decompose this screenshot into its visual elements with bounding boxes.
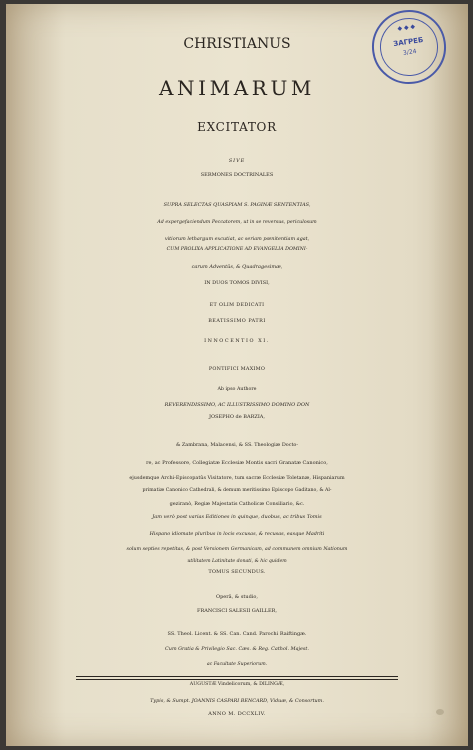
carum-line: carum Adventûs, & Quadragesimæ,: [191, 264, 283, 270]
professore-line: re, ac Professore, Collegiatæ Ecclesiæ Montis sacri Granatæ Canonico,: [146, 460, 328, 466]
subtitle-sermones: SERMONES DOCTRINALES: [200, 172, 274, 178]
imprint-place-line: AUGUSTÆ Vindelicorum, & DILINGÆ,: [189, 682, 285, 687]
utilitatem-line: utilitatem Latinitate donati, & hic quidem: [187, 559, 287, 564]
imprint-year-line: ANNO M. DCCXLIV.: [208, 711, 266, 717]
ad-line: Ad expergefaciendum Peccatorem, ut in se reversus, periculosum: [157, 220, 317, 225]
paper-wear-spot: [436, 709, 444, 715]
beatissimo-line: BEATISSIMO PATRI: [208, 318, 266, 324]
primatiae-line: primatiæ Canonico Cathedrali, & demum meritissimo Episcopo Gaditano, & Al-: [142, 488, 332, 493]
pontifici-line: PONTIFICI MAXIMO: [208, 366, 266, 372]
facultate-line: ac Facultate Superiorum.: [206, 662, 268, 667]
title-line-2: ANIMARUM: [159, 76, 315, 100]
hispano-line: Hispano idiomate pluribus in locis excusas, & recusas, easque Madriti: [149, 531, 325, 537]
author-name-line: JOSEPHO de BARZIA,: [208, 414, 266, 420]
imprint-rule-top-2: [76, 679, 398, 680]
ab-ipso-line: Ab ipso Authore: [217, 387, 257, 392]
stamp-code: 3/24: [402, 48, 417, 57]
visitatore-line: ejusdemque Archi-Episcopatûs Visitatore, tum sacræ Ecclesiæ Toletanæ, Hispaniarum: [129, 475, 345, 481]
privilegio-line: Cum Gratia & Privilegio Sac. Cæs. & Reg. Cathol. Majest.: [165, 646, 309, 652]
title-line-3: EXCITATOR: [197, 120, 277, 134]
dedicati-line: ET OLIM DEDICATI: [209, 303, 265, 308]
stamp-top-text: ◆ ◆ ◆: [397, 22, 416, 33]
title-line-1: CHRISTIANUS: [183, 36, 291, 52]
tomus-secundus-line: TOMUS SECUNDUS.: [208, 569, 266, 575]
subtitle-sive: SIVE: [228, 158, 246, 164]
licent-line: SS. Theol. Licent. & SS. Can. Cand. Parochi Raiftingæ.: [167, 631, 307, 637]
duos-tomos-line: IN DUOS TOMOS DIVISI,: [204, 280, 270, 286]
geziranus-line: geziranò, Regiæ Majestatis Catholicæ Consiliario, &c.: [169, 501, 305, 507]
vitiorum-line: vitiorum lethargum excutiat, ac seriam pœnitentiam agat,: [164, 236, 310, 242]
gailler-line: FRANCISCI SALESII GAILLER,: [196, 608, 278, 614]
reverendissimo-line: REVERENDISSIMO, AC ILLUSTRISSIMO DOMINO DON: [164, 402, 310, 408]
imprint-printer-line: Typis, & Sumpt. JOANNIS CASPARI BENCARD, Viduæ, & Consortum.: [150, 698, 324, 704]
innocentio-line: INNOCENTIO XI.: [204, 338, 270, 344]
cum-line: CUM PROLIXA APPLICATIONE AD EVANGELIA DOMINI-: [166, 247, 308, 252]
opera-line: Operâ, & studio,: [215, 594, 259, 600]
zambrana-line: & Zambrana, Malacensi, & SS. Theologiæ Docto-: [175, 442, 299, 448]
supra-line: SUPRA SELECTAS QUASPIAM S. PAGINÆ SENTENTIAS,: [163, 202, 311, 208]
stamp-text: ЗАГРЕБ: [392, 35, 424, 49]
imprint-rule-top: [76, 676, 398, 677]
title-page: [6, 4, 468, 746]
jam-vero-line: Jam verò post varias Editiones in quinque, duobus, ac tribus Tomis: [152, 514, 322, 520]
solum-line: solum septies repetitas, & post Versionem Germanicam, ad communem omnium Nationum: [126, 547, 348, 552]
